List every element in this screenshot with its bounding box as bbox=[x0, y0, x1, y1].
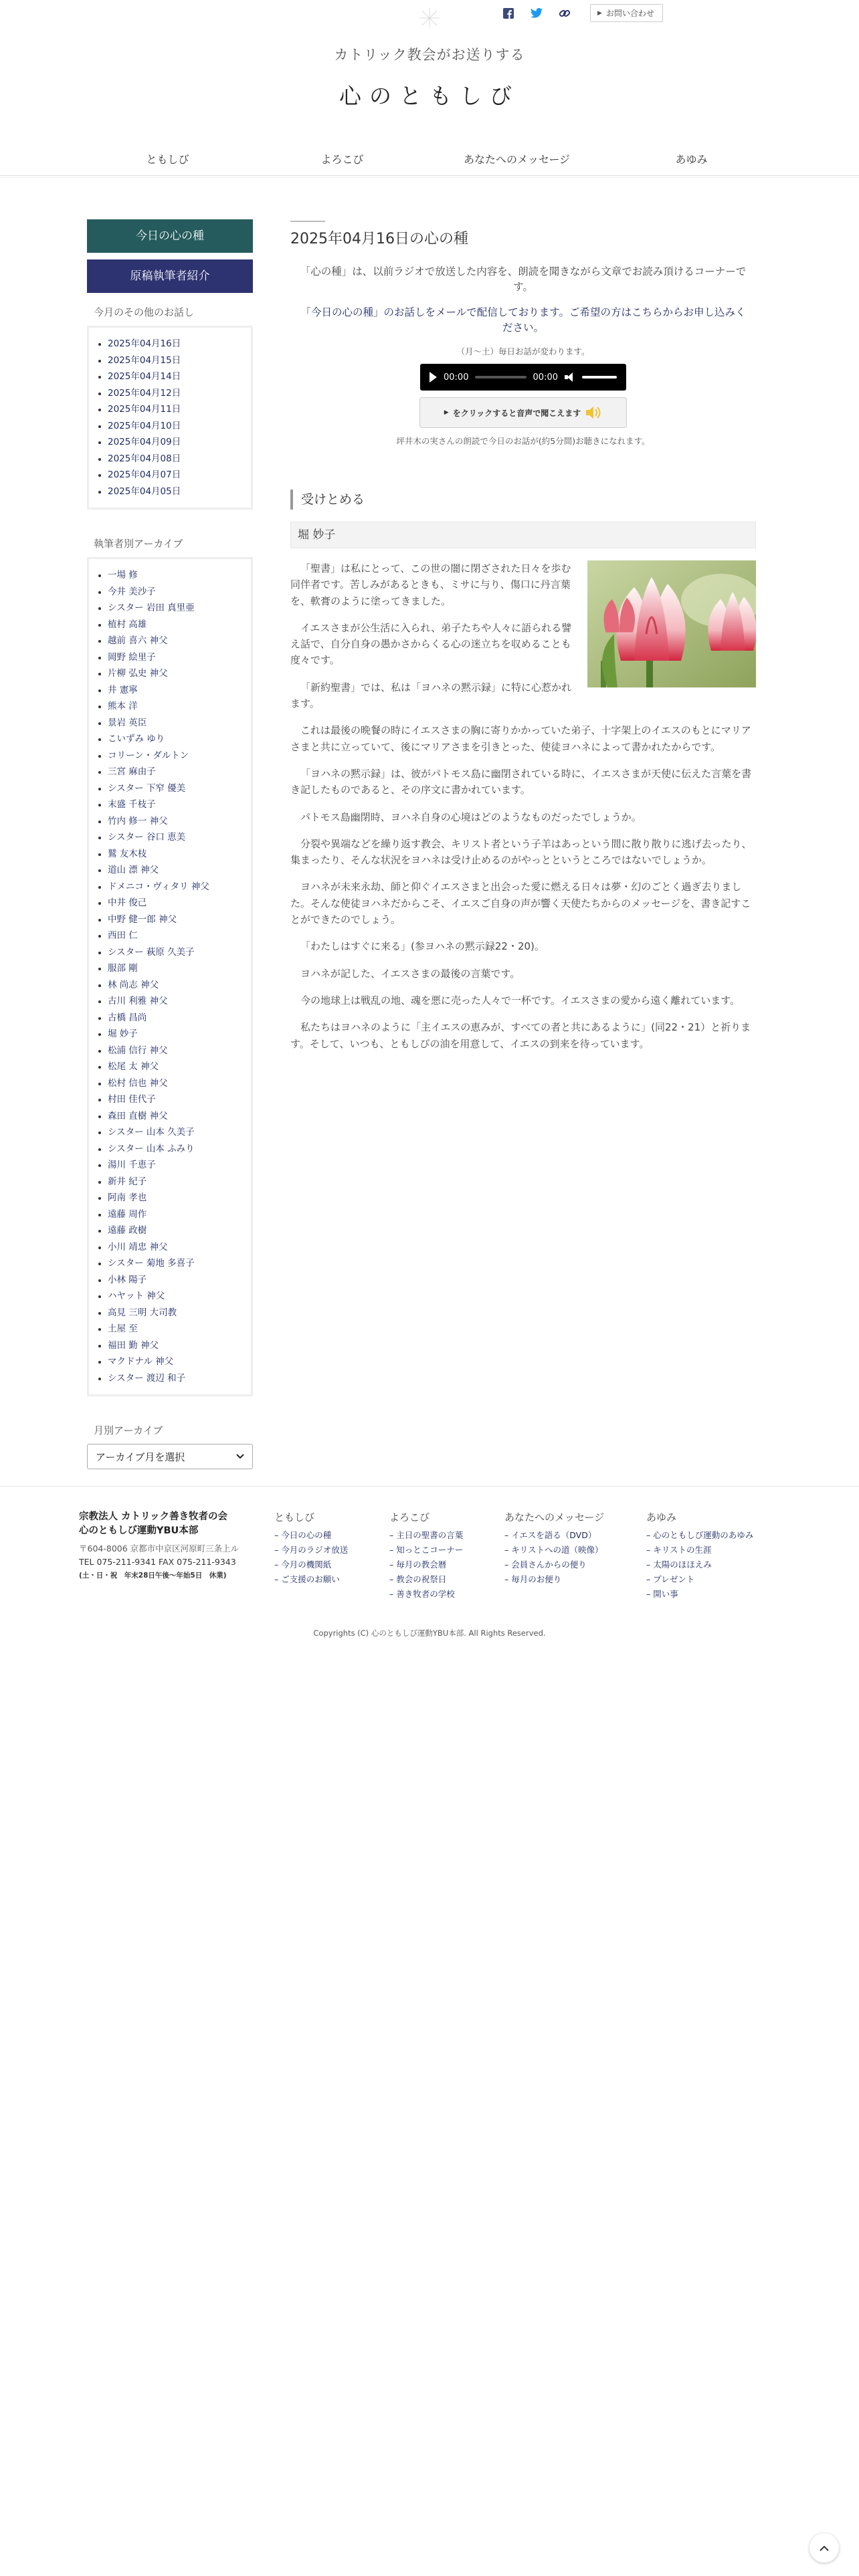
archive-month-select-value: アーカイブ月を選択 bbox=[96, 1451, 185, 1463]
footer-col-heading: あなたへのメッセージ bbox=[504, 1511, 605, 1523]
footer-link[interactable] bbox=[646, 1543, 753, 1558]
play-small-icon: ▶ bbox=[444, 409, 449, 416]
monthly-archive-heading: 月別アーカイブ bbox=[94, 1424, 163, 1436]
dash-icon: – bbox=[646, 1574, 654, 1584]
footer-col-ayumi bbox=[646, 1510, 753, 1602]
footer-link-label: 心のともしび運動のあゆみ bbox=[653, 1530, 754, 1540]
author-link[interactable]: 今井 美沙子 bbox=[108, 584, 251, 601]
author-name: 堀 妙子 bbox=[290, 522, 756, 548]
author-link[interactable]: 道山 漂 神父 bbox=[108, 862, 251, 879]
author-link[interactable]: ドメニコ・ヴィタリ 神父 bbox=[108, 879, 251, 895]
footer-link[interactable] bbox=[646, 1558, 753, 1572]
date-list bbox=[108, 336, 251, 500]
dash-icon: – bbox=[389, 1545, 397, 1555]
author-archive-heading: 執筆者別アーカイブ bbox=[94, 538, 183, 550]
article-paragraph: 私たちはヨハネのように「主イエスの恵みが、すべての者と共にあるように」(同22・21）と祈ります。そして、いつも、ともしびの油を用意して、イエスの到来を待っています。 bbox=[290, 1021, 751, 1050]
footer-org bbox=[79, 1510, 260, 1580]
author-link[interactable]: 末盛 千枝子 bbox=[108, 796, 251, 813]
dash-icon: – bbox=[389, 1574, 397, 1584]
nav-item-yorokobi[interactable]: よろこび bbox=[320, 153, 364, 166]
footer-link-list bbox=[274, 1528, 348, 1587]
nav-divider bbox=[0, 175, 859, 176]
dash-icon: – bbox=[389, 1560, 397, 1570]
author-link[interactable]: 井 憲寧 bbox=[108, 682, 251, 699]
author-link[interactable]: 新井 紀子 bbox=[108, 1174, 251, 1190]
footer-link-list bbox=[389, 1528, 463, 1602]
author-link[interactable]: 福田 勤 神父 bbox=[108, 1337, 251, 1354]
footer-link-label: プレゼント bbox=[653, 1574, 695, 1584]
footer-link-label: 今日の心の種 bbox=[281, 1530, 332, 1540]
chevron-down-icon bbox=[236, 1454, 244, 1459]
author-link[interactable]: シスター 岩田 真里亜 bbox=[108, 600, 251, 617]
footer-link[interactable] bbox=[646, 1587, 753, 1602]
title-accent-line bbox=[290, 221, 325, 222]
chevron-right-icon: ▶ bbox=[597, 9, 602, 17]
footer-col-heading: ともしび bbox=[274, 1511, 315, 1523]
intro-text: 「心の種」は、以前ラジオで放送した内容を、朗読を聞きながら文章でお読み頂けるコーナーです。 bbox=[300, 265, 747, 294]
footer-link[interactable] bbox=[504, 1572, 604, 1587]
article-body bbox=[290, 560, 756, 1063]
author-list bbox=[108, 567, 251, 1386]
footer-link-label: イエスを語る（DVD） bbox=[511, 1530, 597, 1540]
footer-link[interactable] bbox=[389, 1587, 463, 1602]
footer-link-label: 教会の祝祭日 bbox=[396, 1574, 447, 1584]
author-link[interactable]: こいずみ ゆり bbox=[108, 731, 251, 748]
footer-link[interactable] bbox=[504, 1558, 604, 1572]
global-nav bbox=[80, 144, 779, 175]
author-link[interactable]: 三宮 麻由子 bbox=[108, 764, 251, 780]
article-paragraph: ヨハネが未来永劫、師と仰ぐイエスさまと出会った愛に燃える日々は夢・幻のごとく過ぎ去りました。そんな使徒ヨハネだからこそ、イエスご自身の声が響く天使たちからのメッセージを、書き記すことができたのでしょう。 bbox=[290, 881, 751, 926]
dash-icon: – bbox=[646, 1530, 654, 1540]
author-link[interactable]: シスター 下窄 優美 bbox=[108, 780, 251, 797]
sidebar bbox=[87, 219, 253, 1469]
footer-link[interactable] bbox=[389, 1528, 463, 1543]
volume-icon[interactable] bbox=[565, 372, 575, 382]
chevron-up-icon bbox=[820, 2545, 829, 2551]
article-paragraph: 「聖書」は私にとって、この世の闇に閉ざされた日々を歩む同伴者です。苦しみがあるときも、ミサに与り、傷口に丹言葉を、軟膏のように塗ってきました。 bbox=[290, 562, 571, 607]
author-link[interactable]: 服部 剛 bbox=[108, 960, 251, 977]
article-paragraph: 今の地球上は戦乱の地、魂を悪に売った人々で一杯です。イエスさまの愛から遠く離れています。 bbox=[300, 994, 741, 1006]
author-link[interactable]: 松浦 信行 神父 bbox=[108, 1043, 251, 1059]
author-link[interactable]: 鷲 友木枝 bbox=[108, 846, 251, 863]
reader-note: 坪井木の実さんの朗読で今日のお話が(約5分間)お聴きになれます。 bbox=[396, 436, 650, 446]
link-icon[interactable] bbox=[558, 7, 571, 20]
audio-duration: 00:00 bbox=[533, 372, 558, 383]
footer-link[interactable] bbox=[646, 1528, 753, 1543]
dash-icon: – bbox=[389, 1589, 397, 1599]
footer-link[interactable] bbox=[389, 1572, 463, 1587]
author-link[interactable]: 越前 喜六 神父 bbox=[108, 633, 251, 649]
date-link[interactable]: 2025年04月12日 bbox=[108, 385, 251, 402]
footer-col-tomoshibi bbox=[274, 1510, 348, 1587]
site-subtitle: カトリック教会がお送りする bbox=[334, 47, 525, 63]
footer-col-yorokobi bbox=[389, 1510, 463, 1602]
facebook-icon[interactable] bbox=[502, 7, 515, 20]
footer-link-label: 知っとこコーナー bbox=[396, 1545, 464, 1555]
candle-logo-icon bbox=[419, 8, 440, 28]
author-link[interactable]: 西田 仁 bbox=[108, 928, 251, 944]
twitter-icon[interactable] bbox=[530, 7, 543, 20]
date-link[interactable]: 2025年04月15日 bbox=[108, 352, 251, 369]
article-paragraph: 「新約聖書」では、私は「ヨハネの黙示録」に特に心惹かれます。 bbox=[290, 681, 572, 710]
author-link[interactable]: シスター 渡辺 和子 bbox=[108, 1370, 251, 1387]
author-link[interactable]: 小林 陽子 bbox=[108, 1272, 251, 1289]
author-link[interactable]: 阿南 孝也 bbox=[108, 1190, 251, 1206]
footer-link[interactable] bbox=[274, 1558, 348, 1572]
author-link[interactable]: 遠藤 政樹 bbox=[108, 1222, 251, 1239]
author-link[interactable]: 岡野 絵里子 bbox=[108, 649, 251, 666]
contact-label: お問い合わせ bbox=[605, 9, 654, 18]
footer-link-label: 太陽のほほえみ bbox=[653, 1560, 712, 1570]
article-paragraph: これは最後の晩餐の時にイエスさまの胸に寄りかかっていた弟子、十字架上のイエスのもとにマリアさまと共に立っていて、後にマリアさまを引きとった、使徒ヨハネによって書かれたからです。 bbox=[290, 724, 751, 753]
authors-intro-button[interactable]: 原稿執筆者紹介 bbox=[87, 259, 253, 293]
schedule-note: （月〜土）毎日お話が変わります。 bbox=[456, 346, 590, 356]
tulip-photo bbox=[587, 560, 756, 687]
dash-icon: – bbox=[274, 1560, 282, 1570]
footer-link-label: 今月のラジオ放送 bbox=[281, 1545, 349, 1555]
footer-link[interactable] bbox=[274, 1528, 348, 1543]
author-link[interactable]: シスター 菊地 多喜子 bbox=[108, 1255, 251, 1272]
author-link[interactable]: 古川 利雅 神父 bbox=[108, 993, 251, 1010]
author-link[interactable]: 熊本 洋 bbox=[108, 698, 251, 715]
date-link[interactable]: 2025年04月09日 bbox=[108, 434, 251, 451]
archive-month-select[interactable] bbox=[87, 1444, 253, 1469]
article-paragraph: イエスさまが公生活に入られ、弟子たちや人々に語られる譬え話で、自分自身の愚かさからくる心の迷立ちを収めることも度々です。 bbox=[290, 621, 572, 667]
author-link[interactable]: 森田 直樹 神父 bbox=[108, 1108, 251, 1125]
footer-link-label: 主日の聖書の言葉 bbox=[396, 1530, 464, 1540]
author-archive-box bbox=[87, 557, 253, 1396]
speaker-icon bbox=[585, 405, 602, 420]
section-title: 受けとめる bbox=[290, 490, 756, 510]
date-link[interactable]: 2025年04月16日 bbox=[108, 336, 251, 352]
date-link[interactable]: 2025年04月08日 bbox=[108, 451, 251, 467]
author-link[interactable]: シスター 山本 ふみり bbox=[108, 1141, 251, 1158]
author-link[interactable]: 松尾 太 神父 bbox=[108, 1059, 251, 1075]
footer-address: 〒604-8006 京都市中京区河原町三条上ル bbox=[79, 1543, 240, 1554]
footer-org-name: 宗教法人 カトリック善き牧者の会 bbox=[79, 1511, 227, 1522]
author-link[interactable]: 古橋 昌尚 bbox=[108, 1010, 251, 1027]
author-link[interactable]: 松村 信也 神父 bbox=[108, 1075, 251, 1092]
audio-seek-bar[interactable] bbox=[475, 376, 526, 379]
nav-item-ayumi[interactable]: あゆみ bbox=[675, 153, 708, 166]
footer-org-name-2: 心のともしび運動YBU本部 bbox=[79, 1525, 199, 1537]
article-paragraph: 分裂や異端などを繰り返す教会、キリスト者という子羊はあっという間に散り散りに逃げ去ったり、集まったり、そんな状況をヨハネは受け止めるのがやっとというところではないでしょうか。 bbox=[290, 837, 752, 867]
audio-player[interactable] bbox=[420, 364, 626, 391]
listen-audio-button[interactable] bbox=[419, 397, 627, 428]
author-link[interactable]: 小川 靖忠 神父 bbox=[108, 1239, 251, 1256]
play-icon[interactable] bbox=[430, 372, 437, 383]
author-link[interactable]: 村田 佳代子 bbox=[108, 1091, 251, 1108]
author-link[interactable]: 景岩 英臣 bbox=[108, 715, 251, 732]
listen-audio-label: をクリックすると音声で聞こえます bbox=[452, 408, 581, 418]
author-link[interactable]: 堀 妙子 bbox=[108, 1026, 251, 1043]
footer-link[interactable] bbox=[274, 1572, 348, 1587]
footer-link[interactable] bbox=[389, 1558, 463, 1572]
dash-icon: – bbox=[646, 1560, 654, 1570]
footer-link-label: 善き牧者の学校 bbox=[396, 1589, 455, 1599]
author-link[interactable]: ハヤット 神父 bbox=[108, 1288, 251, 1305]
author-link[interactable]: 遠藤 周作 bbox=[108, 1206, 251, 1223]
author-link[interactable]: 林 尚志 神父 bbox=[108, 977, 251, 994]
top-links bbox=[502, 4, 663, 22]
volume-slider[interactable] bbox=[582, 376, 617, 379]
footer-col-message bbox=[504, 1510, 604, 1587]
page-title: 2025年04月16日の心の種 bbox=[290, 231, 468, 247]
footer-link-label: ご支援のお願い bbox=[281, 1574, 340, 1584]
article-paragraph: 「ヨハネの黙示録」は、彼がパトモス島に幽閉されている時に、イエスさまが天使に伝えた言葉を書き記したものであると、その序文に書かれています。 bbox=[290, 767, 752, 796]
other-stories-box bbox=[87, 326, 253, 510]
article-paragraph: パトモス島幽閉時、ヨハネ自身の心境はどのようなものだったでしょうか。 bbox=[300, 811, 642, 823]
date-link[interactable]: 2025年04月11日 bbox=[108, 401, 251, 418]
other-stories-heading: 今月のその他のお話し bbox=[94, 306, 195, 318]
footer-hours: (土・日・祝 年末28日午後〜年始5日 休業) bbox=[79, 1572, 227, 1580]
footer-col-heading: よろこび bbox=[389, 1511, 430, 1523]
dash-icon: – bbox=[504, 1560, 512, 1570]
mail-signup-link[interactable]: 「今日の心の種」のお話しをメールで配信しております。ご希望の方はこちらからお申し込みください。 bbox=[300, 306, 746, 334]
footer-link[interactable] bbox=[504, 1528, 604, 1543]
date-link[interactable]: 2025年04月05日 bbox=[108, 484, 251, 500]
audio-current-time: 00:00 bbox=[444, 372, 469, 383]
footer-link-list bbox=[504, 1528, 604, 1587]
footer-link-label: キリストの生涯 bbox=[653, 1545, 712, 1555]
footer-col-heading: あゆみ bbox=[646, 1511, 677, 1523]
date-link[interactable]: 2025年04月14日 bbox=[108, 368, 251, 385]
author-link[interactable]: 片柳 弘史 神父 bbox=[108, 665, 251, 682]
dash-icon: – bbox=[504, 1530, 512, 1540]
footer-link-label: 毎月の教会暦 bbox=[396, 1560, 447, 1570]
footer-link-label: 毎月のお便り bbox=[511, 1574, 562, 1584]
footer-link-list bbox=[646, 1528, 753, 1602]
copyright: Copyrights (C) 心のともしび運動YBU本部. All Rights Reserved. bbox=[313, 1628, 546, 1638]
footer-link[interactable] bbox=[389, 1543, 463, 1558]
back-to-top-button[interactable] bbox=[809, 2533, 839, 2563]
main-content bbox=[290, 221, 756, 1063]
author-link[interactable]: 中野 健一郎 神父 bbox=[108, 911, 251, 928]
footer-link-label: キリストへの道（映像） bbox=[511, 1545, 603, 1555]
date-link[interactable]: 2025年04月10日 bbox=[108, 418, 251, 435]
dash-icon: – bbox=[274, 1530, 282, 1540]
dash-icon: – bbox=[504, 1574, 512, 1584]
footer-link-label: 開い事 bbox=[653, 1589, 678, 1599]
author-link[interactable]: 一場 修 bbox=[108, 567, 251, 584]
author-link[interactable]: 竹内 修一 神父 bbox=[108, 813, 251, 830]
nav-item-tomoshibi[interactable]: ともしび bbox=[146, 153, 189, 166]
dash-icon: – bbox=[646, 1589, 654, 1599]
dash-icon: – bbox=[504, 1545, 512, 1555]
footer-tel: TEL 075-211-9341 FAX 075-211-9343 bbox=[79, 1557, 236, 1568]
article-paragraph: ヨハネが記した、イエスさまの最後の言葉です。 bbox=[300, 967, 520, 980]
footer-link-label: 会員さんからの便り bbox=[511, 1560, 587, 1570]
today-seed-button[interactable]: 今日の心の種 bbox=[87, 219, 253, 253]
dash-icon: – bbox=[646, 1545, 654, 1555]
author-link[interactable]: シスター 山本 久美子 bbox=[108, 1124, 251, 1141]
author-link[interactable]: シスター 萩原 久美子 bbox=[108, 944, 251, 961]
footer-link[interactable] bbox=[646, 1572, 753, 1587]
site-title[interactable]: 心のともしび bbox=[339, 83, 520, 109]
author-link[interactable]: 高見 三明 大司教 bbox=[108, 1305, 251, 1321]
dash-icon: – bbox=[389, 1530, 397, 1540]
dash-icon: – bbox=[274, 1545, 282, 1555]
article-paragraph: 「わたしはすぐに来る」(参ヨハネの黙示録22・20)。 bbox=[300, 940, 545, 953]
contact-button[interactable] bbox=[590, 4, 663, 22]
footer-link[interactable] bbox=[504, 1543, 604, 1558]
author-link[interactable]: シスター 谷口 恵美 bbox=[108, 829, 251, 846]
author-link[interactable]: コリーン・ダルトン bbox=[108, 748, 251, 764]
nav-item-message[interactable]: あなたへのメッセージ bbox=[463, 153, 571, 166]
dash-icon: – bbox=[274, 1574, 282, 1584]
author-link[interactable]: 植村 高雄 bbox=[108, 617, 251, 633]
author-link[interactable]: 土屋 至 bbox=[108, 1321, 251, 1337]
author-link[interactable]: マクドナル 神父 bbox=[108, 1354, 251, 1370]
footer-link-label: 今月の機関紙 bbox=[281, 1560, 332, 1570]
author-link[interactable]: 中井 俊己 bbox=[108, 895, 251, 911]
date-link[interactable]: 2025年04月07日 bbox=[108, 467, 251, 484]
footer-link[interactable] bbox=[274, 1543, 348, 1558]
author-link[interactable]: 湯川 千恵子 bbox=[108, 1157, 251, 1174]
footer-divider bbox=[0, 1486, 859, 1487]
nav-divider bbox=[0, 177, 859, 178]
